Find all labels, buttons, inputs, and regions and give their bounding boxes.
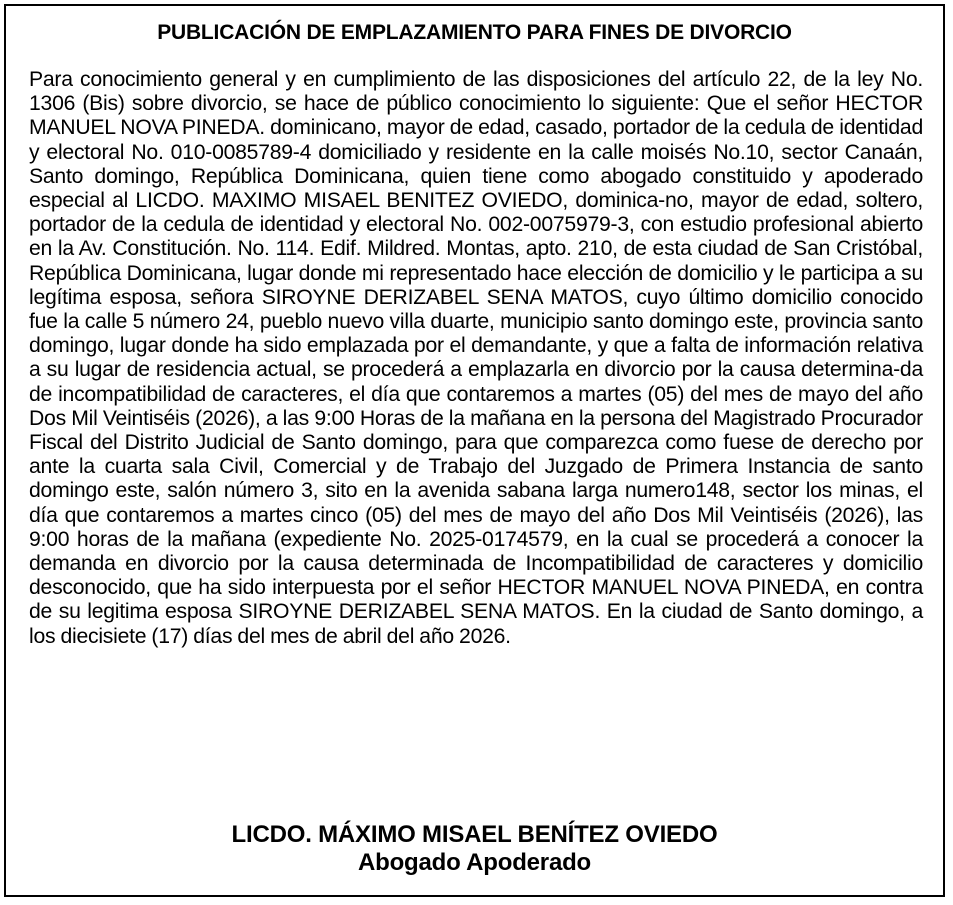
signature-role: Abogado Apoderado bbox=[357, 849, 592, 876]
signature-block bbox=[6, 821, 943, 877]
signature-name: LICDO. MÁXIMO MISAEL BENÍTEZ OVIEDO bbox=[231, 821, 718, 848]
notice-paragraph: Para conocimiento general y en cumplimiento de las disposiciones del artículo 22, de la ley No. 1306 (Bis) sobre divorcio, se hace de público conocimiento lo siguiente: Que el señor HECTOR MANUEL NOVA PINEDA. dominicano, mayor de edad, casado, portador de la cedula de identidad y electoral No. 010-0085789-4 domiciliado y residente en la calle moisés No.10, sector Canaán, Santo domingo, República Dominicana, quien tiene como abogado constituido y apoderado especial al LICDO. MAXIMO MISAEL BENITEZ OVIEDO, dominica-no, mayor de edad, soltero, portador de la cedula de identidad y electoral No. 002-0075979-3, con estudio profesional abierto en la Av. Constitución. No. 114. Edif. Mildred. Montas, apto. 210, de esta ciudad de San Cristóbal, República Dominicana, lugar donde mi representado hace elección de domicilio y le participa a su legítima esposa, señora SIROYNE DERIZABEL SENA MATOS, cuyo último domicilio conocido fue la calle 5 número 24, pueblo nuevo villa duarte, municipio santo domingo este, provincia santo domingo, lugar donde ha sido emplazada por el demandante, y que a falta de información relativa a su lugar de residencia actual, se procederá a emplazarla en divorcio por la causa determina-da de incompatibilidad de caracteres, el día que contaremos a martes (05) del mes de mayo del año Dos Mil Veintiséis (2026), a las 9:00 Horas de la mañana en la persona del Magistrado Procurador Fiscal del Distrito Judicial de Santo domingo, para que comparezca como fuese de derecho por ante la cuarta sala Civil, Comercial y de Trabajo del Juzgado de Primera Instancia de santo domingo este, salón número 3, sito en la avenida sabana larga numero148, sector los minas, el día que contaremos a martes cinco (05) del mes de mayo del año Dos Mil Veintiséis (2026), las 9:00 horas de la mañana (expediente No. 2025-0174579, en la cual se procederá a conocer la demanda en divorcio por la causa determinada de Incompatibilidad de caracteres y domicilio desconocido, que ha sido interpuesta por el señor HECTOR MANUEL NOVA PINEDA, en contra de su legitima esposa SIROYNE DERIZABEL SENA MATOS. En la ciudad de Santo domingo, a los diecisiete (17) días del mes de abril del año 2026. bbox=[29, 68, 923, 648]
legal-notice bbox=[4, 4, 945, 897]
notice-title: PUBLICACIÓN DE EMPLAZAMIENTO PARA FINES DE DIVORCIO bbox=[157, 21, 792, 44]
notice-body bbox=[29, 68, 923, 649]
